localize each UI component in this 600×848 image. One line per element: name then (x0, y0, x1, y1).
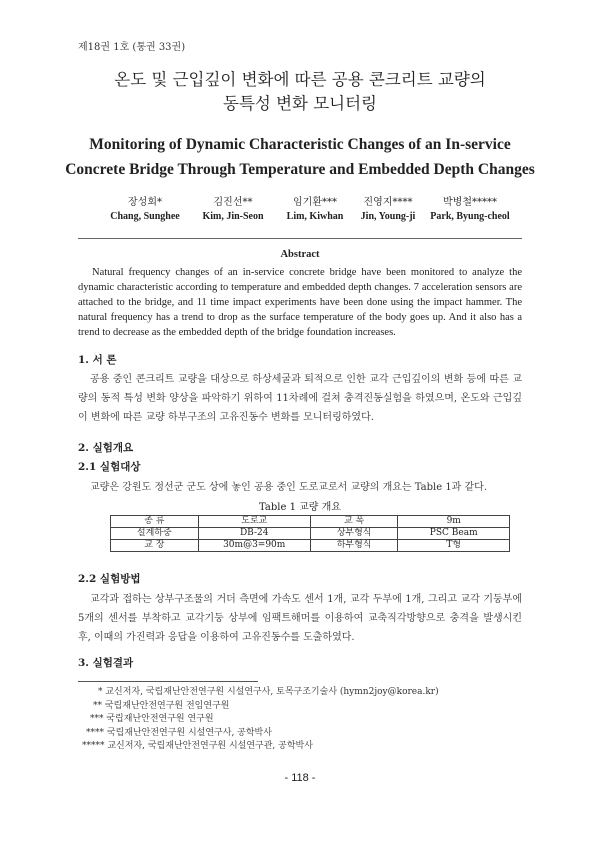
author-english-name: Jin, Young-ji (360, 211, 416, 222)
author-english-name: Kim, Jin-Seon (202, 211, 264, 222)
abstract-heading: Abstract (280, 249, 320, 260)
section-2-heading: 2. 실험개요 (78, 442, 134, 454)
english-title-line-2: Concrete Bridge Through Temperature and Embedded Depth Changes (65, 161, 535, 178)
table-cell: DB-24 (198, 528, 310, 540)
author-korean-name: 박병철***** (443, 197, 497, 208)
table-cell: T형 (398, 540, 510, 552)
english-title-line-1: Monitoring of Dynamic Characteristic Changes of an In-service (89, 136, 511, 153)
author-korean-name: 진영지**** (363, 197, 413, 208)
author-english-name: Park, Byung-cheol (430, 211, 510, 222)
footnotes (78, 686, 522, 754)
author-korean-name: 임기환*** (293, 197, 337, 208)
bridge-overview-table (110, 515, 510, 552)
table-cell: 종 류 (111, 516, 199, 528)
table-cell: 교 장 (111, 540, 199, 552)
author-korean-name: 장성회* (128, 197, 162, 208)
section-2-2-heading: 2.2 실험방법 (78, 573, 141, 585)
section-2-1-text: 교량은 강원도 정선군 군도 상에 놓인 공용 중인 도로교로서 교량의 개요는 Table 1과 같다. (90, 482, 488, 493)
table-row (111, 540, 510, 552)
table-caption: Table 1 교량 개요 (259, 502, 341, 513)
author-korean-name: 김진선** (213, 197, 253, 208)
table-cell: 설계하중 (111, 528, 199, 540)
table-row (111, 528, 510, 540)
footnote-divider (78, 681, 258, 682)
footnote-4: **** 국립재난안전연구원 시설연구사, 공학박사 (86, 727, 272, 738)
author-5 (420, 196, 520, 224)
author-1 (100, 196, 190, 224)
author-english-name: Chang, Sunghee (110, 211, 180, 222)
korean-title-line-2: 동특성 변화 모니터링 (223, 94, 377, 113)
table-cell: 30m@3=90m (198, 540, 310, 552)
journal-header: 제18권 1호 (통권 33권) (78, 42, 186, 53)
section-3-heading: 3. 실험결과 (78, 657, 134, 669)
section-1-text: 공용 중인 콘크리트 교량을 대상으로 하상세굴과 퇴적으로 인한 교각 근입깊이의 변화 등에 따른 교량의 동적 특성 변화 양상을 파악하기 위하여 11차례에 걸쳐 충격진동실험을 하였으며, 온도와 근입깊이 변화에 따른 교량 하부구조의 고유진동수 변화를 모니터링하였다. (78, 374, 522, 423)
table-row (111, 516, 510, 528)
author-3 (270, 196, 360, 224)
author-4 (348, 196, 428, 224)
page-number: - 118 - (284, 772, 316, 784)
table-cell: 교 폭 (310, 516, 398, 528)
footnote-5: ***** 교신저자, 국립재난안전연구원 시설연구관, 공학박사 (82, 741, 313, 751)
footnote-3: *** 국립재난안전연구원 연구원 (90, 714, 214, 724)
table-cell: 도로교 (198, 516, 310, 528)
table-cell: 9m (398, 516, 510, 528)
section-2-2-text: 교각과 접하는 상부구조물의 거더 측면에 가속도 센서 1개, 교각 두부에 1개, 그리고 교각 기둥부에 5개의 센서를 부착하고 교각기둥 상부에 임팩트해머를 이용하여 교축직각방향으로 충격을 발생시킨 후, 이때의 가진력과 응답을 이용하여 고유진동수를 도출하였다. (78, 594, 522, 643)
table-cell: 상부형식 (310, 528, 398, 540)
table-cell: PSC Beam (398, 528, 510, 540)
table-cell: 하부형식 (310, 540, 398, 552)
section-2-1-heading: 2.1 실험대상 (78, 461, 141, 473)
title-divider (78, 238, 522, 239)
author-2 (188, 196, 278, 224)
footnote-1: * 교신저자, 국립재난안전연구원 시설연구사, 토목구조기술사 (hymn2joy@korea.kr) (98, 687, 439, 697)
footnote-2: ** 국립재난안전연구원 전임연구원 (93, 700, 230, 711)
abstract-text: Natural frequency changes of an in-service concrete bridge have been monitored to analyze the dynamic characteristic according to temperature and embedded depth changes. 7 acceleration sensors are attached to the bridge, and 11 time impact experiments have been done using the impact hammer. The natural frequency has a trend to drop as the surface temperature of the body goes up. And it also has a trend to decrease as the embedded depth of the bridge foundation increases. (78, 267, 522, 338)
author-english-name: Lim, Kiwhan (286, 211, 344, 222)
section-1-heading: 1. 서 론 (78, 354, 117, 366)
korean-title-line-1: 온도 및 근입깊이 변화에 따른 공용 콘크리트 교량의 (114, 70, 486, 89)
